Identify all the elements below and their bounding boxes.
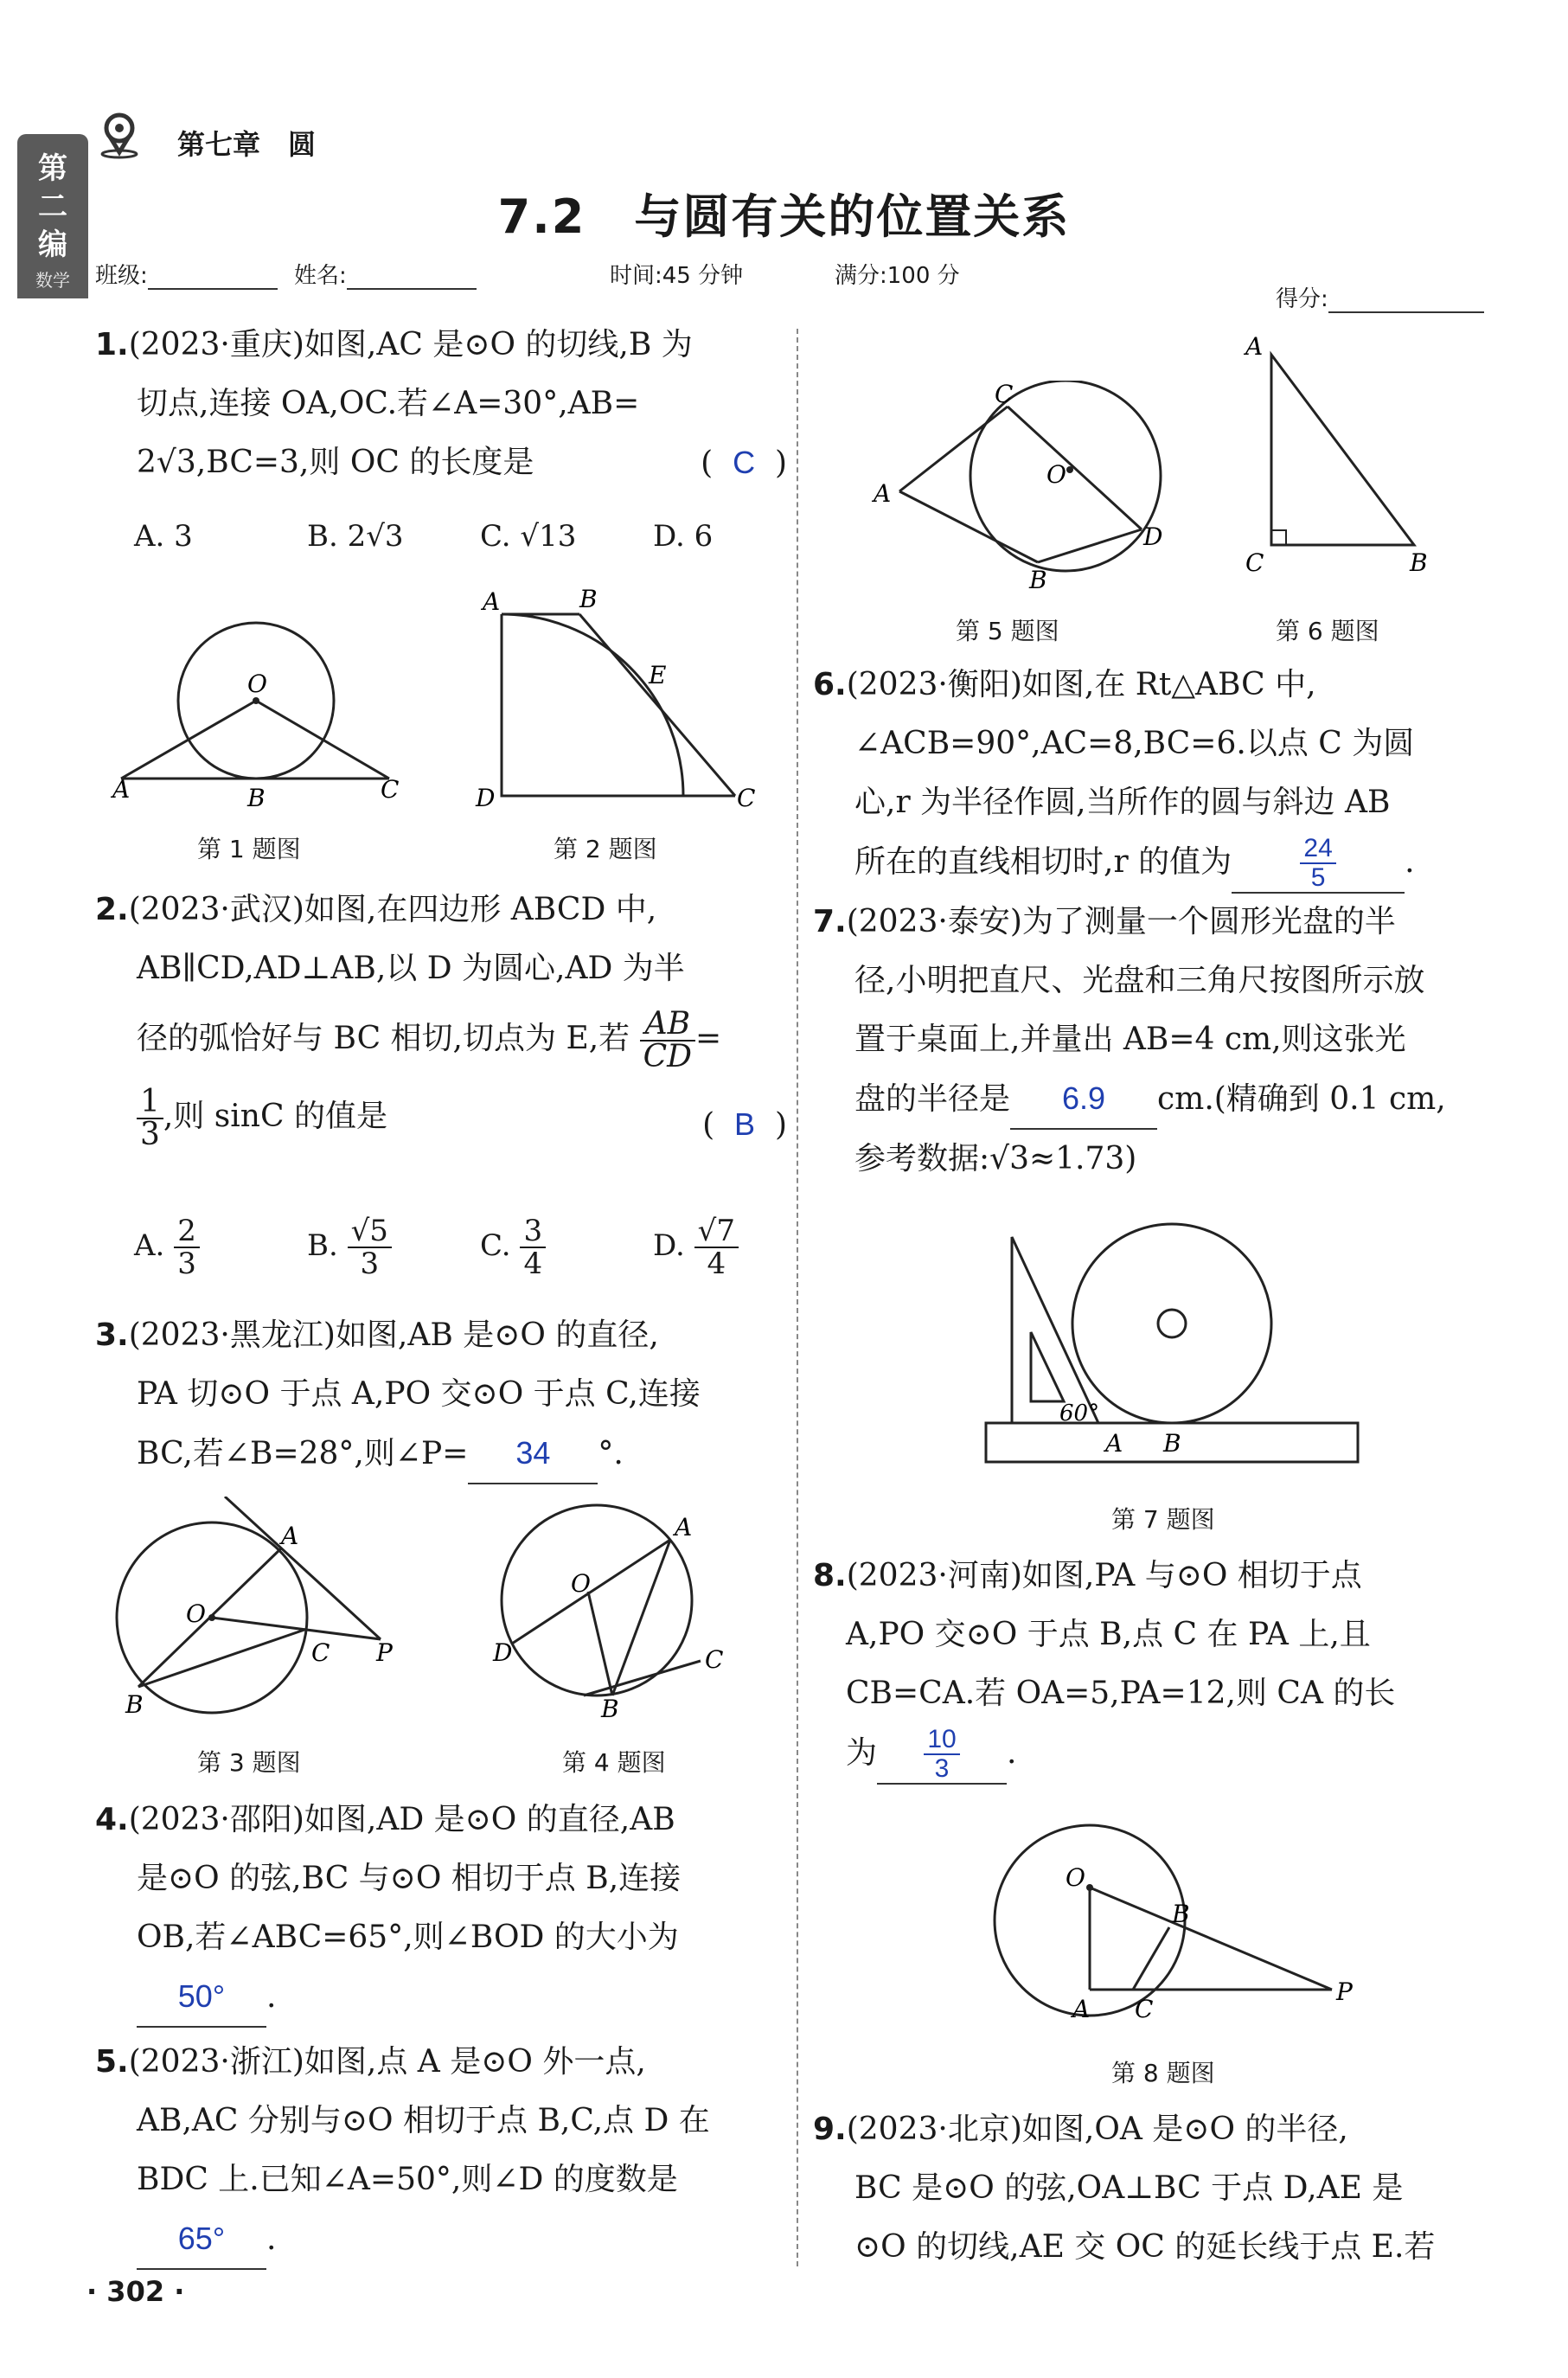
question-1: 1.(2023·重庆)如图,AC 是⊙O 的切线,B 为 切点,连接 OA,OC.若∠A=30°,AB= 2√3,BC=3,则 OC 的长度是 ( C ) xyxy=(95,327,787,481)
svg-text:O: O xyxy=(247,670,267,698)
figure-7 xyxy=(977,1220,1366,1471)
q4-answer: 50° xyxy=(137,1967,266,2028)
svg-text:A: A xyxy=(874,479,892,508)
side-tab-subject: 数学 xyxy=(35,270,70,291)
svg-text:B: B xyxy=(125,1690,144,1719)
q5-answer: 65° xyxy=(137,2209,266,2270)
figure-1 xyxy=(104,606,415,813)
question-6: 6.(2023·衡阳)如图,在 Rt△ABC 中, ∠ACB=90°,AC=8,BC=6.以点 C 为圆 心,r 为半径作圆,当所作的圆与斜边 AB 所在的直线相切时,r 的值为 $\frac{24}{5}$ . xyxy=(813,667,1415,893)
time-label: 时间:45 分钟 xyxy=(610,263,744,289)
figure-2 xyxy=(467,580,761,813)
svg-text:A: A xyxy=(112,775,131,804)
figure-2-caption: 第 2 题图 xyxy=(554,835,657,863)
svg-text:B: B xyxy=(579,585,598,613)
figure-6 xyxy=(1232,333,1457,593)
svg-text:C: C xyxy=(705,1645,724,1674)
figure-4 xyxy=(484,1488,761,1721)
question-4: 4.(2023·邵阳)如图,AD 是⊙O 的直径,AB 是⊙O 的弦,BC 与⊙O 相切于点 B,连接 OB,若∠ABC=65°,则∠BOD 的大小为 50° . xyxy=(95,1791,787,2028)
svg-text:A: A xyxy=(1072,1995,1091,2023)
svg-text:B: B xyxy=(1410,548,1428,577)
svg-text:D: D xyxy=(476,784,496,812)
svg-text:O: O xyxy=(571,1569,591,1598)
svg-text:C: C xyxy=(1245,548,1264,577)
name-field: 姓名: xyxy=(294,258,477,290)
svg-text:B: B xyxy=(1163,1429,1181,1458)
question-9: 9.(2023·北京)如图,OA 是⊙O 的半径, BC 是⊙O 的弦,OA⊥BC 于点 D,AE 是 ⊙O 的切线,AE 交 OC 的延长线于点 E.若 xyxy=(813,2112,1436,2265)
figure-8-caption: 第 8 题图 xyxy=(1111,2059,1215,2087)
column-divider xyxy=(797,329,798,2266)
question-8: 8.(2023·河南)如图,PA 与⊙O 相切于点 A,PO 交⊙O 于点 B,点 C 在 PA 上,且 CB=CA.若 OA=5,PA=12,则 CA 的长 为 $\frac{10}{3}$ . xyxy=(813,1558,1396,1784)
svg-text:C: C xyxy=(1135,1995,1154,2023)
q2-answer: B xyxy=(734,1106,756,1142)
svg-text:A: A xyxy=(675,1513,693,1542)
question-2: 2.(2023·武汉)如图,在四边形 ABCD 中, AB∥CD,AD⊥AB,以 D 为圆心,AD 为半 径的弧恰好与 BC 相切,切点为 E,若 $\frac{AB}{CD}$ = $\frac{1}{3}$ ,则 sinC 的值是 ( B ) xyxy=(95,892,787,1152)
question-5: 5.(2023·浙江)如图,点 A 是⊙O 外一点, AB,AC 分别与⊙O 相切于点 B,C,点 D 在 BDC 上.已知∠A=50°,则∠D 的度数是 65° . xyxy=(95,2033,787,2270)
q1-option-c: C. √13 xyxy=(480,519,577,554)
question-3: 3.(2023·黑龙江)如图,AB 是⊙O 的直径, PA 切⊙O 于点 A,PO 交⊙O 于点 C,连接 BC,若∠B=28°,则∠P= 34 °. xyxy=(95,1306,787,1484)
question-7: 7.(2023·泰安)为了测量一个圆形光盘的半 径,小明把直尺、光盘和三角尺按图所示放 置于桌面上,并量出 AB=4 cm,则这张光 盘的半径是 6.9 cm.(精确到 0.1 cm, 参考数据:√3≈1.73) xyxy=(813,904,1446,1176)
q7-answer: 6.9 xyxy=(1010,1069,1157,1130)
q8-answer: $\frac{10}{3}$ xyxy=(877,1723,1007,1785)
figure-3-caption: 第 3 题图 xyxy=(197,1748,301,1777)
page-number: · 302 · xyxy=(86,2275,185,2308)
svg-text:P: P xyxy=(376,1638,393,1667)
q2-option-c: C. $\frac{3}{4}$ xyxy=(480,1215,653,1279)
q2-option-a: A. $\frac{2}{3}$ xyxy=(134,1215,307,1279)
figure-5 xyxy=(865,381,1176,597)
q2-options xyxy=(134,1215,791,1279)
figure-5-caption: 第 5 题图 xyxy=(956,617,1059,645)
q6-answer: $\frac{24}{5}$ xyxy=(1232,832,1405,894)
q1-option-a: A. 3 xyxy=(134,519,193,554)
section-title: 7.2 与圆有关的位置关系 xyxy=(497,189,1071,244)
svg-text:C: C xyxy=(381,775,400,804)
svg-text:C: C xyxy=(995,381,1014,408)
figure-7-caption: 第 7 题图 xyxy=(1111,1505,1215,1534)
side-tab-char-3: 编 xyxy=(38,228,67,262)
figure-8 xyxy=(969,1817,1384,2041)
q2-option-b: B. $\frac{√5}{3}$ xyxy=(307,1215,480,1279)
q3-answer: 34 xyxy=(468,1424,598,1484)
svg-text:B: B xyxy=(247,784,266,812)
svg-text:A: A xyxy=(483,587,501,616)
svg-text:D: D xyxy=(1143,522,1163,551)
figure-6-caption: 第 6 题图 xyxy=(1276,617,1379,645)
figure-1-caption: 第 1 题图 xyxy=(197,835,301,863)
chapter-title: 第七章 圆 xyxy=(177,128,317,161)
svg-text:60°: 60° xyxy=(1059,1401,1100,1426)
figure-4-caption: 第 4 题图 xyxy=(562,1748,666,1777)
svg-text:O: O xyxy=(1046,460,1066,489)
svg-text:C: C xyxy=(737,784,756,812)
svg-text:D: D xyxy=(493,1638,513,1667)
svg-text:O: O xyxy=(186,1599,206,1628)
q1-option-b: B. 2√3 xyxy=(307,519,404,554)
score-field: 得分: xyxy=(1276,281,1484,313)
q1-answer: C xyxy=(733,445,756,480)
q2-option-d: D. $\frac{√7}{4}$ xyxy=(653,1215,791,1279)
svg-text:B: B xyxy=(1172,1900,1190,1928)
full-score-label: 满分:100 分 xyxy=(835,263,960,289)
class-field: 班级: xyxy=(95,258,278,290)
svg-text:B: B xyxy=(1029,566,1047,594)
svg-text:P: P xyxy=(1336,1977,1353,2006)
svg-text:A: A xyxy=(1105,1429,1123,1458)
svg-text:B: B xyxy=(601,1695,619,1721)
figure-3 xyxy=(104,1497,415,1721)
svg-text:O: O xyxy=(1066,1863,1085,1892)
side-tab-char-1: 第 xyxy=(38,151,67,186)
svg-text:A: A xyxy=(1245,333,1264,361)
side-tab-char-2: 二 xyxy=(38,189,67,224)
q1-option-d: D. 6 xyxy=(653,519,714,554)
svg-text:A: A xyxy=(281,1522,299,1550)
q1-options xyxy=(134,519,791,554)
location-pin-icon xyxy=(95,111,144,159)
svg-text:C: C xyxy=(311,1638,330,1667)
svg-text:E: E xyxy=(649,661,667,689)
